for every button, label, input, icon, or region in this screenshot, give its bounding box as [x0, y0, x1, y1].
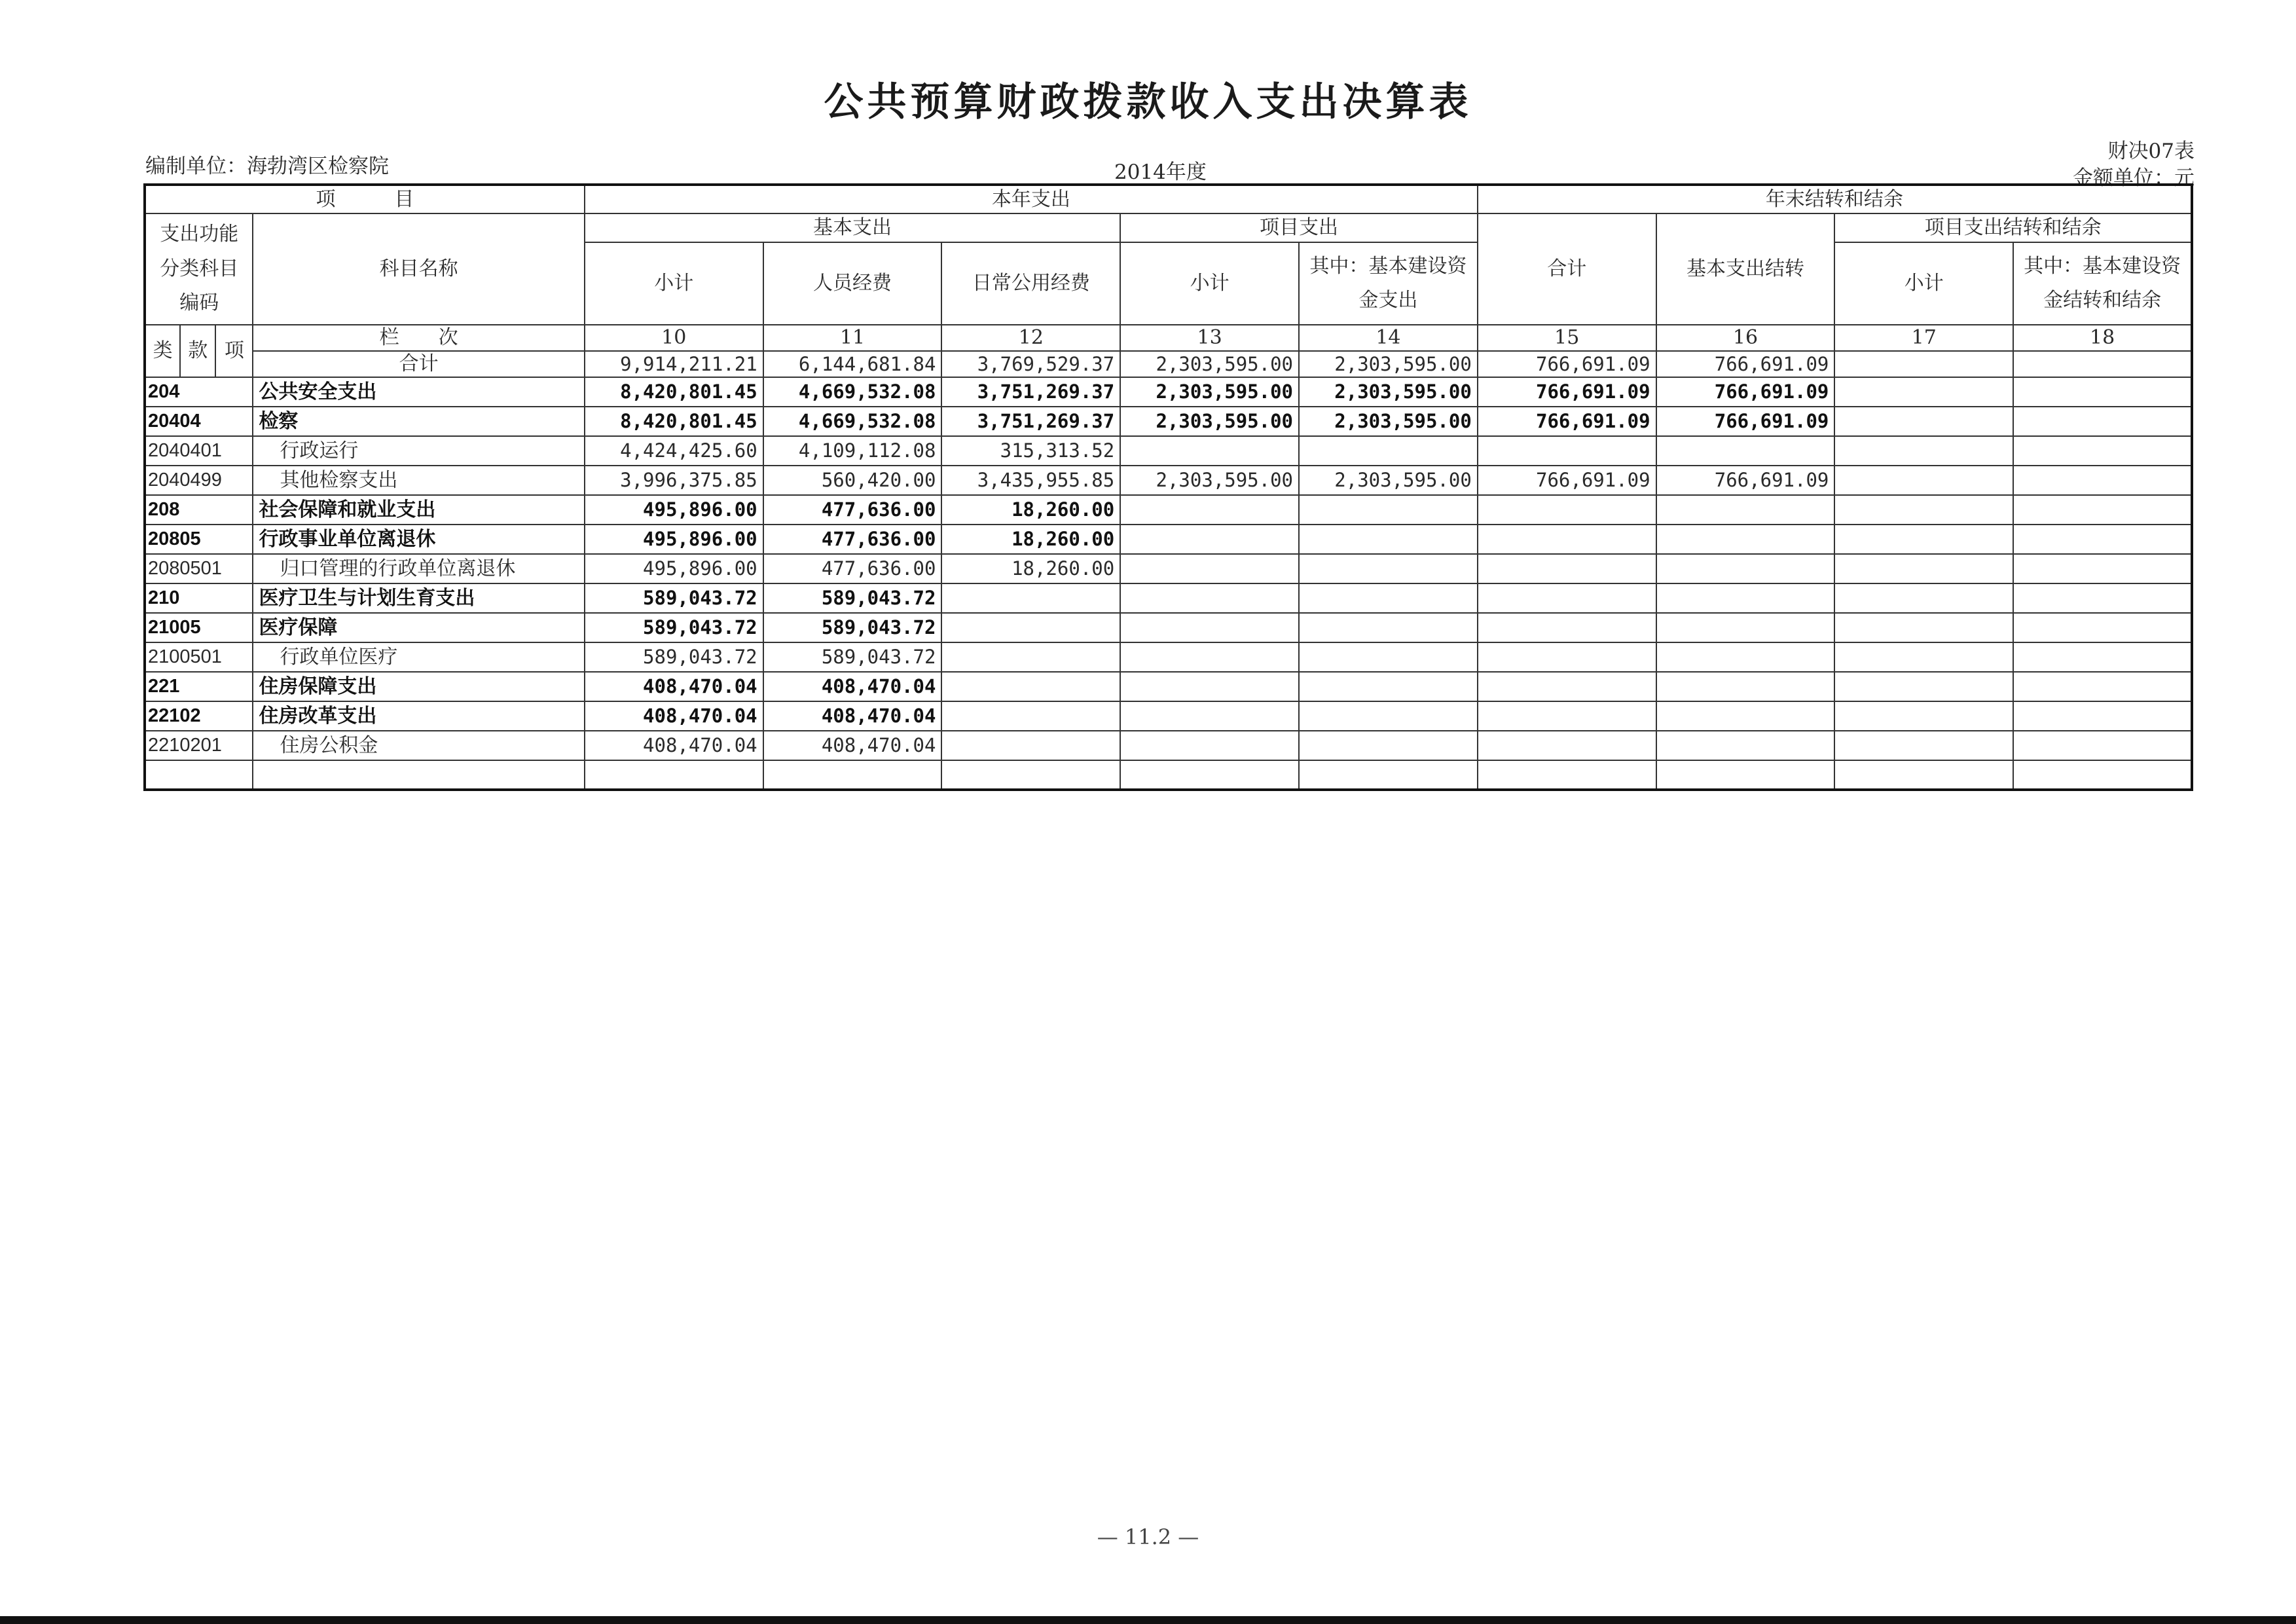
amount-cell: 4,669,532.08 [763, 407, 942, 436]
subject-code: 22102 [145, 701, 253, 731]
table-row [145, 525, 2192, 554]
blank-cell [2013, 760, 2192, 790]
amount-cell [1299, 525, 1478, 554]
amount-cell [2013, 642, 2192, 672]
amount-cell [1478, 436, 1656, 466]
scan-edge [0, 1616, 2296, 1624]
amount-cell: 2,303,595.00 [1120, 377, 1299, 407]
subject-code: 221 [145, 672, 253, 701]
total-value [2013, 351, 2192, 377]
subject-name: 检察 [253, 407, 584, 436]
total-value: 9,914,211.21 [585, 351, 763, 377]
amount-cell [1120, 642, 1299, 672]
amount-cell [1834, 672, 2013, 701]
amount-cell [1834, 407, 2013, 436]
amount-cell: 18,260.00 [941, 525, 1120, 554]
header-total: 合计 [1478, 213, 1656, 325]
amount-cell [1656, 554, 1835, 583]
amount-cell: 408,470.04 [585, 701, 763, 731]
header-current-year: 本年支出 [585, 185, 1478, 213]
col-number: 13 [1120, 325, 1299, 351]
blank-cell [1120, 760, 1299, 790]
amount-cell: 766,691.09 [1478, 407, 1656, 436]
amount-cell [1299, 701, 1478, 731]
amount-cell [2013, 701, 2192, 731]
amount-cell: 315,313.52 [941, 436, 1120, 466]
amount-cell [2013, 407, 2192, 436]
amount-cell [2013, 554, 2192, 583]
amount-cell [1656, 436, 1835, 466]
header-balance-subtotal: 小计 [1834, 242, 2013, 325]
table-row [145, 554, 2192, 583]
table-row [145, 701, 2192, 731]
amount-cell: 477,636.00 [763, 525, 942, 554]
header-project-expenditure: 项目支出 [1120, 213, 1478, 242]
table-row [145, 583, 2192, 613]
amount-cell [2013, 466, 2192, 495]
amount-cell [1834, 436, 2013, 466]
amount-cell [1656, 672, 1835, 701]
amount-cell: 589,043.72 [763, 642, 942, 672]
budget-expenditure-table [143, 183, 2193, 791]
amount-cell [1120, 583, 1299, 613]
subject-code: 2210201 [145, 731, 253, 760]
subject-code: 21005 [145, 613, 253, 642]
amount-cell [1478, 731, 1656, 760]
table-row [145, 466, 2192, 495]
table-row [145, 642, 2192, 672]
blank-cell [145, 760, 253, 790]
amount-cell [2013, 613, 2192, 642]
amount-cell: 766,691.09 [1478, 466, 1656, 495]
currency-unit: 金额单位：元 [2073, 166, 2195, 190]
subject-name: 住房改革支出 [253, 701, 584, 731]
amount-cell: 3,996,375.85 [585, 466, 763, 495]
subject-code: 2080501 [145, 554, 253, 583]
amount-cell: 408,470.04 [585, 672, 763, 701]
amount-cell [2013, 583, 2192, 613]
amount-cell [941, 642, 1120, 672]
amount-cell: 408,470.04 [585, 731, 763, 760]
amount-cell: 589,043.72 [585, 642, 763, 672]
amount-cell: 2,303,595.00 [1299, 377, 1478, 407]
blank-cell [1656, 760, 1835, 790]
col-number: 18 [2013, 325, 2192, 351]
subject-name: 行政单位医疗 [253, 642, 584, 672]
header-basic-carryover: 基本支出结转 [1656, 213, 1835, 325]
blank-row [145, 760, 2192, 790]
amount-cell [2013, 672, 2192, 701]
table-row [145, 407, 2192, 436]
blank-cell [1299, 760, 1478, 790]
amount-cell: 589,043.72 [763, 583, 942, 613]
amount-cell: 18,260.00 [941, 495, 1120, 525]
amount-cell: 589,043.72 [585, 583, 763, 613]
amount-cell [1478, 554, 1656, 583]
table-row [145, 613, 2192, 642]
amount-cell [1478, 701, 1656, 731]
amount-cell [2013, 525, 2192, 554]
subject-name: 公共安全支出 [253, 377, 584, 407]
subject-name: 住房保障支出 [253, 672, 584, 701]
header-xiang: 项 [215, 325, 253, 377]
subject-code: 20805 [145, 525, 253, 554]
amount-cell: 18,260.00 [941, 554, 1120, 583]
amount-cell [1834, 731, 2013, 760]
amount-cell [941, 613, 1120, 642]
col-number: 10 [585, 325, 763, 351]
subject-code: 20404 [145, 407, 253, 436]
amount-cell [1299, 583, 1478, 613]
subject-code: 2040499 [145, 466, 253, 495]
subject-name: 医疗保障 [253, 613, 584, 642]
header-year-end-balance: 年末结转和结余 [1478, 185, 2192, 213]
amount-cell [1120, 672, 1299, 701]
subject-code: 2100501 [145, 642, 253, 672]
blank-cell [763, 760, 942, 790]
amount-cell [1478, 583, 1656, 613]
amount-cell: 589,043.72 [585, 613, 763, 642]
table-row [145, 672, 2192, 701]
page-number: — 11.2 — [1097, 1524, 1199, 1549]
header-capital-carryover: 其中：基本建设资金结转和结余 [2013, 242, 2192, 325]
blank-cell [1478, 760, 1656, 790]
header-item: 项 目 [145, 185, 585, 213]
total-value: 3,769,529.37 [941, 351, 1120, 377]
subject-name: 社会保障和就业支出 [253, 495, 584, 525]
amount-cell [941, 701, 1120, 731]
total-value: 766,691.09 [1478, 351, 1656, 377]
amount-cell [1120, 554, 1299, 583]
blank-cell [585, 760, 763, 790]
col-number: 14 [1299, 325, 1478, 351]
amount-cell [1478, 525, 1656, 554]
amount-cell: 589,043.72 [763, 613, 942, 642]
header-lei: 类 [145, 325, 180, 377]
header-basic-expenditure: 基本支出 [585, 213, 1120, 242]
col-number: 11 [763, 325, 942, 351]
compiling-unit: 编制单位：海勃湾区检察院 [145, 155, 389, 178]
amount-cell [1299, 672, 1478, 701]
amount-cell: 3,751,269.37 [941, 377, 1120, 407]
total-value: 6,144,681.84 [763, 351, 942, 377]
amount-cell: 495,896.00 [585, 525, 763, 554]
col-number: 17 [1834, 325, 2013, 351]
amount-cell: 766,691.09 [1656, 466, 1835, 495]
amount-cell [2013, 731, 2192, 760]
amount-cell: 4,669,532.08 [763, 377, 942, 407]
amount-cell: 495,896.00 [585, 495, 763, 525]
amount-cell: 766,691.09 [1478, 377, 1656, 407]
amount-cell: 766,691.09 [1656, 407, 1835, 436]
amount-cell [1834, 377, 2013, 407]
amount-cell [1656, 525, 1835, 554]
header-function-code: 支出功能分类科目编码 [145, 213, 253, 325]
total-value [1834, 351, 2013, 377]
amount-cell [1656, 583, 1835, 613]
amount-cell [1478, 495, 1656, 525]
amount-cell: 477,636.00 [763, 495, 942, 525]
amount-cell [1656, 613, 1835, 642]
header-public-cost: 日常公用经费 [941, 242, 1120, 325]
col-number: 16 [1656, 325, 1835, 351]
amount-cell [1299, 554, 1478, 583]
subject-name: 医疗卫生与计划生育支出 [253, 583, 584, 613]
amount-cell [1834, 642, 2013, 672]
amount-cell [2013, 377, 2192, 407]
amount-cell: 4,424,425.60 [585, 436, 763, 466]
amount-cell [1120, 701, 1299, 731]
header-project-subtotal: 小计 [1120, 242, 1299, 325]
subject-name: 其他检察支出 [253, 466, 584, 495]
blank-cell [1834, 760, 2013, 790]
amount-cell [1834, 525, 2013, 554]
blank-cell [941, 760, 1120, 790]
header-capital-expenditure: 其中：基本建设资金支出 [1299, 242, 1478, 325]
table-row [145, 436, 2192, 466]
total-row-label: 合计 [253, 351, 584, 377]
header-project-balance: 项目支出结转和结余 [1834, 213, 2192, 242]
header-column-number: 栏 次 [253, 325, 584, 351]
amount-cell: 495,896.00 [585, 554, 763, 583]
table-row [145, 377, 2192, 407]
header-kuan: 款 [180, 325, 215, 377]
amount-cell: 2,303,595.00 [1299, 407, 1478, 436]
amount-cell [941, 672, 1120, 701]
amount-cell [941, 583, 1120, 613]
amount-cell: 8,420,801.45 [585, 377, 763, 407]
subject-code: 2040401 [145, 436, 253, 466]
amount-cell: 3,435,955.85 [941, 466, 1120, 495]
amount-cell: 2,303,595.00 [1120, 407, 1299, 436]
amount-cell [1299, 731, 1478, 760]
table-row [145, 495, 2192, 525]
amount-cell [1120, 495, 1299, 525]
header-personnel-cost: 人员经费 [763, 242, 942, 325]
amount-cell [1478, 613, 1656, 642]
amount-cell: 3,751,269.37 [941, 407, 1120, 436]
col-number: 15 [1478, 325, 1656, 351]
header-subject-name: 科目名称 [253, 213, 584, 325]
amount-cell [1299, 436, 1478, 466]
amount-cell [1834, 466, 2013, 495]
amount-cell [1656, 495, 1835, 525]
amount-cell: 8,420,801.45 [585, 407, 763, 436]
amount-cell [2013, 495, 2192, 525]
amount-cell: 2,303,595.00 [1120, 466, 1299, 495]
subject-name: 住房公积金 [253, 731, 584, 760]
report-title: 公共预算财政拨款收入支出决算表 [824, 79, 1472, 125]
subject-name: 行政事业单位离退休 [253, 525, 584, 554]
amount-cell: 408,470.04 [763, 731, 942, 760]
amount-cell: 4,109,112.08 [763, 436, 942, 466]
amount-cell [1834, 583, 2013, 613]
table-row [145, 731, 2192, 760]
subject-name: 归口管理的行政单位离退休 [253, 554, 584, 583]
amount-cell: 408,470.04 [763, 672, 942, 701]
amount-cell [1120, 731, 1299, 760]
fiscal-year: 2014年度 [1114, 160, 1207, 184]
amount-cell [1834, 613, 2013, 642]
header-basic-subtotal: 小计 [585, 242, 763, 325]
amount-cell [1478, 672, 1656, 701]
amount-cell [1299, 642, 1478, 672]
subject-name: 行政运行 [253, 436, 584, 466]
amount-cell [1299, 495, 1478, 525]
amount-cell [1834, 701, 2013, 731]
amount-cell [1120, 525, 1299, 554]
total-value: 2,303,595.00 [1299, 351, 1478, 377]
subject-code: 204 [145, 377, 253, 407]
amount-cell [1834, 554, 2013, 583]
subject-code: 208 [145, 495, 253, 525]
total-value: 766,691.09 [1656, 351, 1835, 377]
form-number: 财决07表 [2107, 139, 2195, 163]
amount-cell [1120, 613, 1299, 642]
amount-cell: 560,420.00 [763, 466, 942, 495]
amount-cell [1656, 642, 1835, 672]
amount-cell [1120, 436, 1299, 466]
subject-code: 210 [145, 583, 253, 613]
amount-cell: 766,691.09 [1656, 377, 1835, 407]
amount-cell [1299, 613, 1478, 642]
amount-cell [941, 731, 1120, 760]
amount-cell: 2,303,595.00 [1299, 466, 1478, 495]
amount-cell: 408,470.04 [763, 701, 942, 731]
amount-cell [2013, 436, 2192, 466]
amount-cell [1478, 642, 1656, 672]
amount-cell: 477,636.00 [763, 554, 942, 583]
amount-cell [1656, 731, 1835, 760]
col-number: 12 [941, 325, 1120, 351]
total-value: 2,303,595.00 [1120, 351, 1299, 377]
blank-cell [253, 760, 584, 790]
amount-cell [1834, 495, 2013, 525]
amount-cell [1656, 701, 1835, 731]
